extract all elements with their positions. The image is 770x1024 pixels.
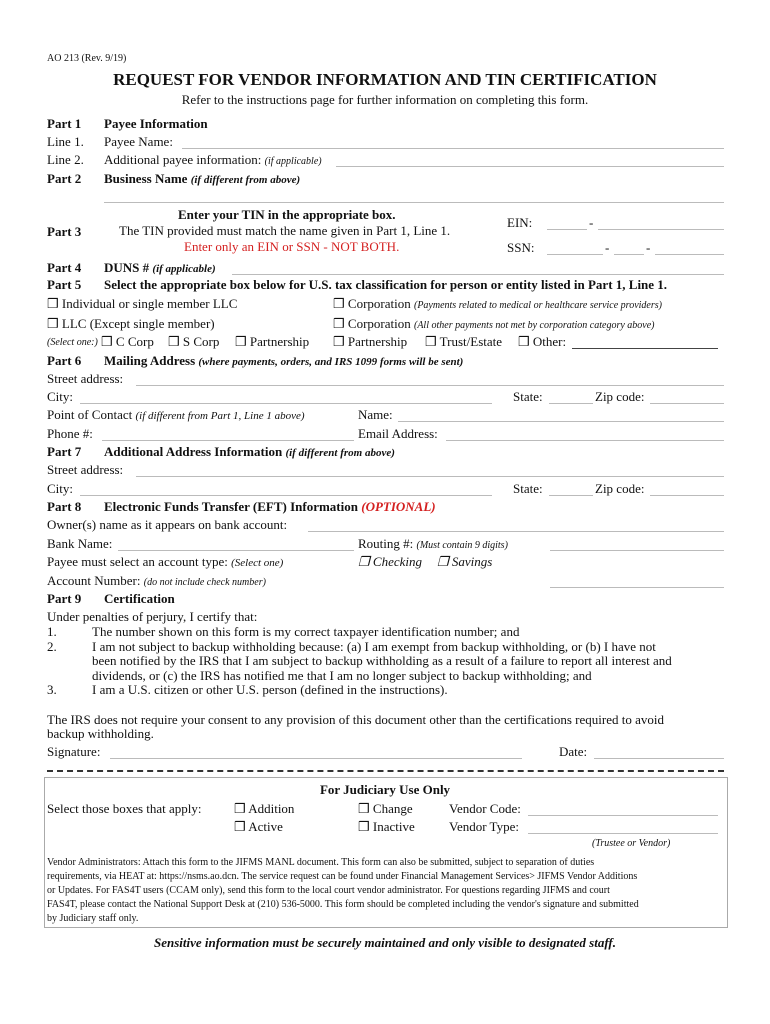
zip-label: Zip code:: [595, 389, 645, 404]
bank-field[interactable]: [118, 550, 354, 551]
ein-label: EIN:: [507, 215, 533, 230]
mailing-address-note: (where payments, orders, and IRS 1099 forms will be sent): [198, 356, 464, 368]
business-name-label: Business Name: [104, 171, 188, 186]
select-one-note: (Select one:): [47, 337, 98, 348]
cert-item-1-num: 1.: [47, 624, 57, 639]
checking-label: Checking: [372, 554, 422, 569]
part7-label: Part 7: [47, 444, 82, 459]
eft-heading: Electronic Funds Transfer (EFT) Information: [104, 499, 358, 514]
corp-medical-label: Corporation: [347, 296, 411, 311]
street2-field[interactable]: [136, 476, 724, 477]
business-name-note: (if different from above): [190, 174, 301, 186]
llc-partnership-option[interactable]: [235, 334, 309, 350]
savings-option[interactable]: [437, 554, 492, 570]
routing-label: Routing #:: [358, 536, 414, 551]
llc-partnership-label: Partnership: [249, 334, 310, 349]
ein-field-part2[interactable]: [598, 229, 724, 230]
footer-notice: Sensitive information must be securely maintained and only visible to designated staff.: [154, 935, 616, 950]
state-label: State:: [513, 389, 543, 404]
scorp-label: S Corp: [182, 334, 220, 349]
cert-item-3-text: I am a U.S. citizen or other U.S. person (defined in the instructions).: [92, 682, 448, 697]
corp-medical-note: (Payments related to medical or healthcare service providers): [413, 300, 662, 311]
cert-item-2-line3: dividends, or (c) the IRS has notified me that I am no longer subject to backup withholding; and: [92, 668, 592, 683]
date-field[interactable]: [594, 758, 724, 759]
business-name-field[interactable]: [104, 202, 724, 203]
form-id: AO 213 (Rev. 9/19): [47, 53, 127, 64]
checkbox-icon: ❒: [234, 819, 246, 834]
eft-optional: (OPTIONAL): [361, 499, 436, 514]
city-label: City:: [47, 389, 74, 404]
checkbox-icon: ❒: [437, 554, 449, 569]
vendor-code-field[interactable]: [528, 815, 718, 816]
routing-note: (Must contain 9 digits): [416, 540, 508, 551]
corp-other-option[interactable]: [333, 316, 654, 332]
checkbox-icon: ❒: [425, 334, 437, 349]
acct-num-field[interactable]: [550, 587, 724, 588]
zip2-field[interactable]: [650, 495, 724, 496]
poc-label: Point of Contact: [47, 407, 133, 422]
checkbox-icon: ❒: [101, 334, 113, 349]
state2-label: State:: [513, 481, 543, 496]
ssn-field-part2[interactable]: [614, 254, 644, 255]
certification-heading: Certification: [104, 591, 175, 606]
city2-field[interactable]: [80, 495, 492, 496]
part5-heading: Select the appropriate box below for U.S. tax classification for person or entity listed in Part 1, Line 1.: [104, 277, 668, 292]
admin-note-line3: or Updates. For FAS4T users (CCAM only), send this form to the local court vendor administrator. For questions regarding JIFMS and court: [47, 885, 610, 896]
acct-type-note: (Select one): [231, 557, 284, 569]
ssn-dash-1: -: [605, 240, 610, 255]
admin-note-line5: by Judiciary staff only.: [47, 913, 139, 924]
irs-notice-line1: The IRS does not require your consent to any provision of this document other than the certifications required to avoid: [47, 712, 664, 727]
part5-label: Part 5: [47, 277, 82, 292]
additional-address-heading: Additional Address Information: [104, 444, 283, 459]
poc-note: (if different from Part 1, Line 1 above): [135, 410, 305, 422]
phone-field[interactable]: [102, 440, 354, 441]
part1-label: Part 1: [47, 116, 82, 131]
bank-label: Bank Name:: [47, 536, 113, 551]
duns-note: (if applicable): [152, 263, 216, 275]
checkbox-icon: ❒: [358, 819, 370, 834]
line1-label: Line 1.: [47, 134, 84, 149]
cert-item-2-line1: I am not subject to backup withholding because: (a) I am exempt from backup withholding, or (b) I have not: [92, 639, 656, 654]
state-field[interactable]: [549, 403, 593, 404]
ccorp-label: C Corp: [115, 334, 154, 349]
vendor-code-label: Vendor Code:: [449, 801, 521, 816]
individual-label: Individual or single member LLC: [61, 296, 238, 311]
signature-label: Signature:: [47, 744, 101, 759]
tin-warning: Enter only an EIN or SSN - NOT BOTH.: [184, 239, 400, 254]
checkbox-icon: ❒: [333, 296, 345, 311]
addition-option[interactable]: [234, 801, 294, 817]
cert-item-2-line2: been notified by the IRS that I am subject to backup withholding as a result of a failure to report all interest and: [92, 653, 672, 668]
checkbox-icon: ❒: [518, 334, 530, 349]
trust-label: Trust/Estate: [439, 334, 503, 349]
duns-label: DUNS #: [104, 260, 150, 275]
trustee-note: (Trustee or Vendor): [592, 838, 671, 849]
llc-label: LLC (Except single member): [61, 316, 215, 331]
addition-label: Addition: [248, 801, 295, 816]
ssn-field-part3[interactable]: [655, 254, 724, 255]
irs-notice-line2: backup withholding.: [47, 726, 154, 741]
part9-label: Part 9: [47, 591, 82, 606]
routing-field[interactable]: [550, 550, 724, 551]
cert-item-3-num: 3.: [47, 682, 57, 697]
cut-line: [47, 770, 724, 772]
payee-name-label: Payee Name:: [104, 134, 173, 149]
part8-label: Part 8: [47, 499, 82, 514]
partnership-option[interactable]: [333, 334, 407, 350]
payee-name-field[interactable]: [182, 148, 724, 149]
ssn-label: SSN:: [507, 240, 535, 255]
inactive-option[interactable]: [358, 819, 415, 835]
ein-dash: -: [589, 215, 594, 230]
poc-name-field[interactable]: [398, 421, 724, 422]
zip2-label: Zip code:: [595, 481, 645, 496]
city-field[interactable]: [80, 403, 492, 404]
corp-medical-option[interactable]: [333, 296, 662, 312]
checking-option[interactable]: [358, 554, 422, 570]
admin-note-line4: FAS4T, please contact the National Support Desk at (210) 536-5000. This form should be completed including the vendor's signature and submitted: [47, 899, 639, 910]
checkbox-icon: ❒: [234, 801, 246, 816]
tin-heading: Enter your TIN in the appropriate box.: [178, 207, 396, 222]
checkbox-icon: ❒: [358, 554, 370, 569]
owner-field[interactable]: [308, 531, 724, 532]
checkbox-icon: ❒: [47, 316, 59, 331]
ssn-field-part1[interactable]: [547, 254, 603, 255]
checkbox-icon: ❒: [235, 334, 247, 349]
part3-label: Part 3: [47, 224, 82, 239]
ccorp-option[interactable]: [101, 334, 154, 350]
savings-label: Savings: [451, 554, 493, 569]
llc-option[interactable]: [47, 316, 215, 332]
part4-label: Part 4: [47, 260, 82, 275]
vendor-type-label: Vendor Type:: [449, 819, 519, 834]
email-field[interactable]: [446, 440, 724, 441]
scorp-option[interactable]: [168, 334, 219, 350]
additional-payee-field[interactable]: [336, 166, 724, 167]
other-label: Other:: [532, 334, 567, 349]
additional-payee-label: Additional payee information:: [104, 152, 262, 167]
cert-item-2-num: 2.: [47, 639, 57, 654]
additional-payee-note: (if applicable): [264, 156, 322, 167]
change-label: Change: [372, 801, 413, 816]
checkbox-icon: ❒: [358, 801, 370, 816]
judiciary-title: For Judiciary Use Only: [319, 782, 451, 797]
acct-num-note: (do not include check number): [143, 577, 266, 588]
page-title: REQUEST FOR VENDOR INFORMATION AND TIN CERTIFICATION: [113, 70, 657, 89]
trust-option[interactable]: [425, 334, 502, 350]
date-label: Date:: [559, 744, 588, 759]
line2-label: Line 2.: [47, 152, 84, 167]
part2-label: Part 2: [47, 171, 82, 186]
email-label: Email Address:: [358, 426, 438, 441]
judiciary-select-label: Select those boxes that apply:: [47, 801, 202, 816]
cert-item-1-text: The number shown on this form is my correct taxpayer identification number; and: [92, 624, 520, 639]
owner-label: Owner(s) name as it appears on bank account:: [47, 517, 288, 532]
mailing-address-heading: Mailing Address: [104, 353, 196, 368]
part6-label: Part 6: [47, 353, 82, 368]
acct-type-label: Payee must select an account type:: [47, 554, 228, 569]
checkbox-icon: ❒: [47, 296, 59, 311]
street2-label: Street address:: [47, 462, 124, 477]
part1-heading: Payee Information: [104, 116, 208, 131]
inactive-label: Inactive: [372, 819, 415, 834]
individual-option[interactable]: [47, 296, 237, 312]
zip-field[interactable]: [650, 403, 724, 404]
other-option[interactable]: [518, 334, 566, 350]
other-field[interactable]: [572, 348, 718, 349]
checkbox-icon: ❒: [333, 316, 345, 331]
city2-label: City:: [47, 481, 74, 496]
subtitle: Refer to the instructions page for further information on completing this form.: [181, 92, 589, 107]
street-field[interactable]: [136, 385, 724, 386]
certification-intro: Under penalties of perjury, I certify that:: [47, 609, 258, 624]
signature-field[interactable]: [110, 758, 522, 759]
street-label: Street address:: [47, 371, 124, 386]
phone-label: Phone #:: [47, 426, 93, 441]
additional-address-note: (if different from above): [285, 447, 395, 459]
ssn-dash-2: -: [646, 240, 651, 255]
admin-note-line1: Vendor Administrators: Attach this form to the JIFMS MANL document. This form can also be submitted, subject to separation of duties: [47, 857, 595, 868]
corp-other-label: Corporation: [347, 316, 411, 331]
corp-other-note: (All other payments not met by corporation category above): [413, 320, 655, 331]
duns-field[interactable]: [232, 274, 724, 275]
acct-num-label: Account Number:: [47, 573, 141, 588]
vendor-type-field[interactable]: [528, 833, 718, 834]
checkbox-icon: ❒: [168, 334, 180, 349]
state2-field[interactable]: [549, 495, 593, 496]
tin-instruction: The TIN provided must match the name given in Part 1, Line 1.: [119, 223, 451, 238]
partnership-label: Partnership: [347, 334, 408, 349]
admin-note-line2: requirements, via HEAT at: https://nsms.ao.dcn. The service request can be found under Financial Management Services> JIFMS Vendor Additions: [47, 871, 638, 882]
checkbox-icon: ❒: [333, 334, 345, 349]
change-option[interactable]: [358, 801, 413, 817]
poc-name-label: Name:: [358, 407, 393, 422]
active-label: Active: [248, 819, 283, 834]
active-option[interactable]: [234, 819, 283, 835]
ein-field-part1[interactable]: [547, 229, 587, 230]
